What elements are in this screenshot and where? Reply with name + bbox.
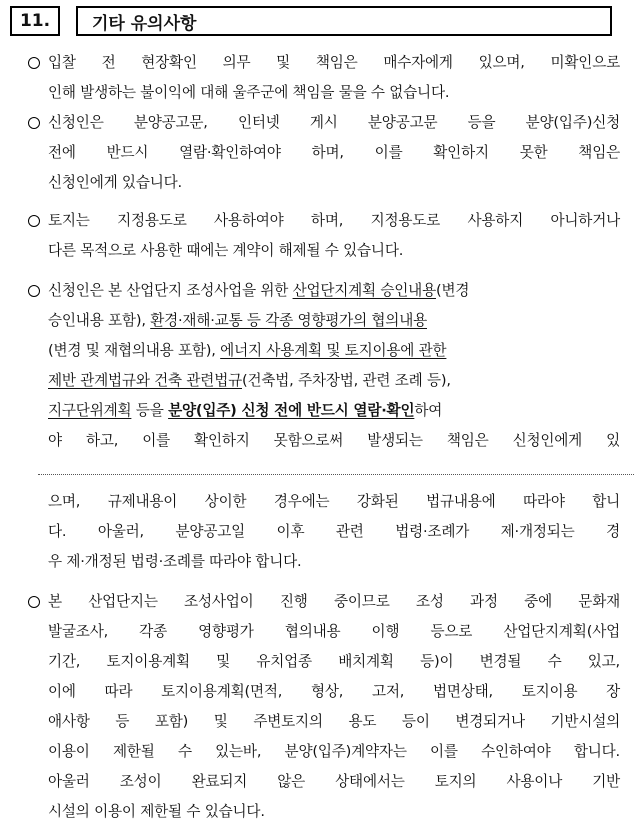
notice-line: 이용이 제한될 수 있는바, 분양(입주)계약자는 이를 수인하여야 합니다. [48, 743, 620, 760]
notice-item-4 [14, 276, 620, 577]
page-break-divider [38, 474, 634, 475]
underlined-term: 제반 관계법규와 건축 관련법규 [48, 372, 242, 389]
notice-line: 기간, 토지이용계획 및 유치업종 배치계획 등)이 변경될 수 있고, [48, 653, 620, 670]
notice-line: 신청인은 본 산업단지 조성사업을 위한 산업단지계획 승인내용(변경 [48, 282, 470, 299]
notice-line: 전에 반드시 열람·확인하여야 하며, 이를 확인하지 못한 책임은 [48, 144, 620, 161]
notice-line: 으며, 규제내용이 상이한 경우에는 강화된 법규내용에 따라야 합니 [48, 493, 620, 510]
notice-item-3 [14, 206, 620, 266]
notice-line: 제반 관계법규와 건축 관련법규(건축법, 주차장법, 관련 조례 등), [48, 372, 451, 389]
notice-line: 이에 따라 토지이용계획(면적, 형상, 고저, 법면상태, 토지이용 장 [48, 683, 620, 700]
notice-line: 애사항 등 포함) 및 주변토지의 용도 등이 변경되거나 기반시설의 [48, 713, 620, 730]
notice-line: 인해 발생하는 불이익에 대해 울주군에 책임을 물을 수 없습니다. [48, 84, 450, 101]
section-header [10, 6, 614, 38]
circle-bullet-icon [28, 57, 40, 69]
notice-line: 신청인에게 있습니다. [48, 174, 182, 191]
underlined-term: 산업단지계획 승인내용 [292, 282, 436, 299]
notice-item-2 [14, 108, 620, 198]
notice-line: (변경 및 재협의내용 포함), 에너지 사용계획 및 토지이용에 관한 [48, 342, 447, 359]
circle-bullet-icon [28, 596, 40, 608]
notice-line: 아울러 조성이 완료되지 않은 상태에서는 토지의 사용이나 기반 [48, 773, 620, 790]
notice-line: 승인내용 포함), 환경·재해·교통 등 각종 영향평가의 협의내용 [48, 312, 427, 329]
underlined-term: 환경·재해·교통 등 각종 영향평가의 협의내용 [150, 312, 427, 329]
underlined-term: 지구단위계획 [48, 402, 132, 419]
notice-line: 다른 목적으로 사용한 때에는 계약이 해제될 수 있습니다. [48, 242, 404, 259]
notice-line: 입찰 전 현장확인 의무 및 책임은 매수자에게 있으며, 미확인으로 [48, 54, 620, 71]
section-number: 11. [10, 6, 60, 36]
notice-line: 시설의 이용이 제한될 수 있습니다. [48, 803, 265, 820]
notice-line: 토지는 지정용도로 사용하여야 하며, 지정용도로 사용하지 아니하거나 [48, 212, 620, 229]
notice-line: 야 하고, 이를 확인하지 못함으로써 발생되는 책임은 신청인에게 있 [48, 432, 620, 449]
circle-bullet-icon [28, 285, 40, 297]
notice-line: 발굴조사, 각종 영향평가 협의내용 이행 등으로 산업단지계획(사업 [48, 623, 620, 640]
underlined-term: 에너지 사용계획 및 토지이용에 관한 [220, 342, 447, 359]
circle-bullet-icon [28, 215, 40, 227]
emphasized-term: 분양(입주) 신청 전에 반드시 열람·확인 [168, 402, 415, 419]
notice-line: 본 산업단지는 조성사업이 진행 중이므로 조성 과정 중에 문화재 [48, 593, 620, 610]
circle-bullet-icon [28, 117, 40, 129]
notice-line: 다. 아울러, 분양공고일 이후 관련 법령·조례가 제·개정되는 경 [48, 523, 620, 540]
notice-list [14, 48, 620, 827]
section-title: 기타 유의사항 [76, 6, 612, 36]
notice-item-5 [14, 587, 620, 827]
notice-line: 신청인은 분양공고문, 인터넷 게시 분양공고문 등을 분양(입주)신청 [48, 114, 620, 131]
notice-line: 지구단위계획 등을 분양(입주) 신청 전에 반드시 열람·확인하여 [48, 402, 443, 419]
notice-line: 우 제·개정된 법령·조례를 따라야 합니다. [48, 553, 302, 570]
notice-item-1 [14, 48, 620, 108]
